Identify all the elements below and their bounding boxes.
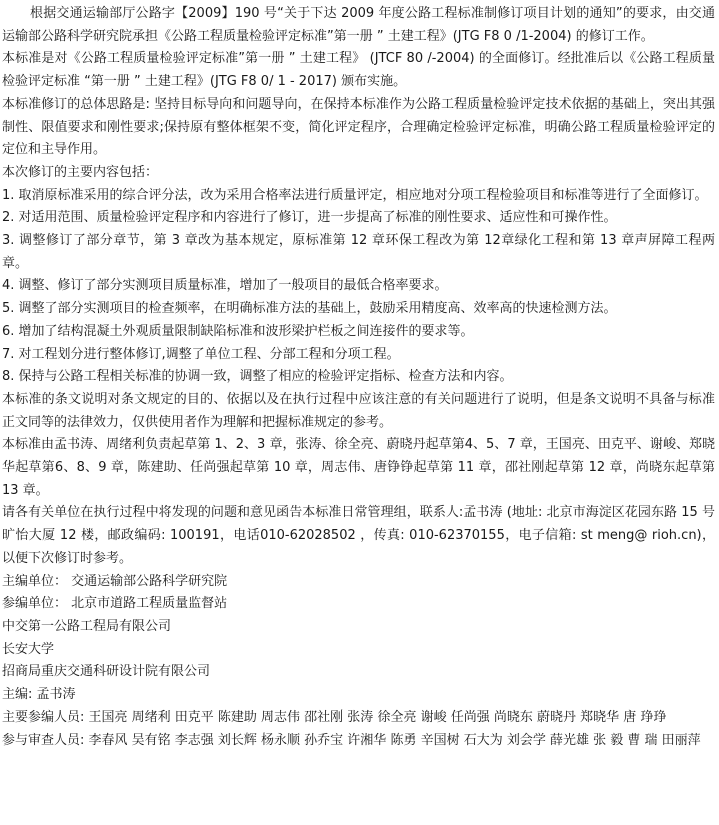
list-item-8: 8. 保持与公路工程相关标准的协调一致，调整了相应的检验评定指标、检查方法和内容。: [2, 369, 513, 385]
list-item-6: 6. 增加了结构混凝土外观质量限制缺陷标准和波形梁护栏板之间连接件的要求等。: [2, 323, 474, 339]
paragraph-explanation-note: 本标准的条文说明对条文规定的目的、依据以及在执行过程中应该注意的有关问题进行了说明，但是条文说明不具备与标准正文同等的法律效力，仅供使用者作为理解和把握标准规定的参考。: [2, 391, 715, 430]
participating-unit-4: 招商局重庆交通科研设计院有限公司: [2, 664, 211, 680]
paragraph-drafting-authors: 本标准由孟书涛、周绪利负责起草第 1、2、3 章，张涛、徐全亮、蔚晓丹起草第4、5、7 章，王国亮、田克平、谢峻、郑晓华起草第6、8、9 章，陈建助、任尚强起草第 10 章，周志伟、唐铮铮起草第 11 章，邵社刚起草第 12 章，尚晓东起草第 13 章。: [2, 437, 715, 498]
participating-unit-3: 长安大学: [2, 641, 55, 657]
list-item-3: 3. 调整修订了部分章节，第 3 章改为基本规定，原标准第 12 章环保工程改为第 12章绿化工程和第 13 章声屏障工程两章。: [2, 233, 715, 271]
list-item-7: 7. 对工程划分进行整体修订,调整了单位工程、分部工程和分项工程。: [2, 346, 400, 362]
list-item-5: 5. 调整了部分实测项目的检查频率，在明确标准方法的基础上，鼓励采用精度高、效率高的快速检测方法。: [2, 301, 617, 317]
paragraph-contact-info: 请各有关单位在执行过程中将发现的问题和意见函告本标准日常管理组，联系人:孟书涛 (地址: 北京市海淀区花园东路 15 号旷怡大厦 12 楼，邮政编码: 100191，电话010-62028502 ，传真: 010-62370155，电子信箱: st meng@ rioh.cn)，以便下次修订时参考。: [2, 505, 715, 566]
paragraph-revision-basis: 本标准是对《公路工程质量检验评定标准”第一册 ” 土建工程》 (JTCF 80 /-2004) 的全面修订。经批准后以《公路工程质量检验评定标准 “第一册 ” 土建工程》(JTG F8 0/ 1 - 2017) 颁布实施。: [2, 51, 715, 90]
paragraph-main-contents-heading: 本次修订的主要内容包括：: [2, 164, 159, 180]
main-contributors: 主要参编人员: 王国亮 周绪利 田克平 陈建助 周志伟 邵社刚 张涛 徐全亮 谢峻 任尚强 尚晓东 蔚晓丹 郑晓华 唐 琤琤: [2, 709, 667, 725]
list-item-2: 2. 对适用范围、质量检验评定程序和内容进行了修订，进一步提高了标准的刚性要求、适应性和可操作性。: [2, 210, 617, 226]
chief-editor-unit: 主编单位： 交通运输部公路科学研究院: [2, 573, 228, 589]
participating-unit-2: 中交第一公路工程局有限公司: [2, 618, 172, 634]
review-participants: 参与审查人员: 李春风 吴有铭 李志强 刘长辉 杨永顺 孙乔宝 许湘华 陈勇 辛国树 石大为 刘会学 薛光雄 张 毅 曹 瑞 田丽萍: [2, 732, 701, 748]
list-item-1: 1. 取消原标准采用的综合评分法，改为采用合格率法进行质量评定，相应地对分项工程检验项目和标准等进行了全面修订。: [2, 187, 708, 203]
paragraph-intro: 根据交通运输部厅公路字【2009】190 号“关于下达 2009 年度公路工程标准制修订项目计划的通知”的要求，由交通运输部公路科学研究院承担《公路工程质量检验评定标准”第一册 ” 土建工程》(JTG F8 0 /1-2004) 的修订工作。: [2, 6, 715, 44]
list-item-4: 4. 调整、修订了部分实测项目质量标准，增加了一般项目的最低合格率要求。: [2, 278, 448, 294]
paragraph-overall-approach: 本标准修订的总体思路是: 坚持目标导向和问题导向，在保持本标准作为公路工程质量检验评定技术依据的基础上，突出其强制性、限值要求和刚性要求;保持原有整体框架不变，简化评定程序，合理确定检验评定标准，明确公路工程质量检验评定的定位和主导作用。: [2, 96, 715, 158]
participating-unit-1: 参编单位： 北京市道路工程质量监督站: [2, 596, 228, 612]
chief-editor: 主编: 孟书涛: [2, 687, 76, 703]
